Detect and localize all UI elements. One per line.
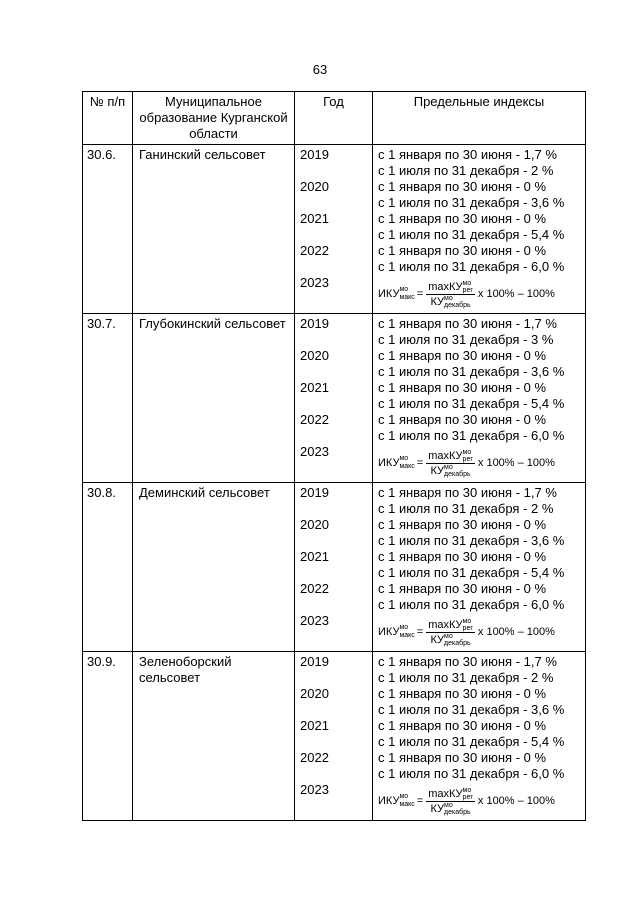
- year-cell: [295, 145, 373, 314]
- municipality-name: Зеленоборский сельсовет: [133, 652, 295, 821]
- index-line: с 1 июля по 31 декабря - 3,6 %: [378, 702, 565, 717]
- year-value: 2021: [300, 211, 329, 226]
- formula-tail: x 100% – 100%: [477, 288, 555, 300]
- index-line: с 1 июля по 31 декабря - 3,6 %: [378, 195, 565, 210]
- year-value: 2022: [300, 412, 329, 427]
- formula-den-sub: декабрь: [444, 639, 471, 647]
- formula-lhs: ИКУ: [378, 457, 400, 469]
- index-line: с 1 января по 30 июня - 0 %: [378, 412, 547, 427]
- index-line: с 1 января по 30 июня - 0 %: [378, 581, 547, 596]
- index-line: с 1 января по 30 июня - 0 %: [378, 243, 547, 258]
- formula-tail: x 100% – 100%: [477, 795, 555, 807]
- index-formula: [378, 275, 585, 313]
- index-line: с 1 июля по 31 декабря - 2 %: [378, 163, 554, 178]
- index-line: с 1 января по 30 июня - 0 %: [378, 517, 547, 532]
- index-line: с 1 января по 30 июня - 0 %: [378, 718, 547, 733]
- row-number: 30.6.: [83, 145, 133, 314]
- header-no: № п/п: [83, 92, 133, 145]
- year-value: 2021: [300, 718, 329, 733]
- formula-num-sub: рег: [462, 624, 473, 632]
- indices-cell: [373, 652, 586, 821]
- formula-lhs: ИКУ: [378, 626, 400, 638]
- formula-lhs-sup: мо: [399, 793, 409, 800]
- formula-denominator: КУ: [430, 464, 444, 477]
- table-body: [83, 145, 586, 821]
- index-line: с 1 января по 30 июня - 1,7 %: [378, 147, 557, 162]
- formula-equals: =: [416, 795, 424, 807]
- formula-denominator: КУ: [430, 295, 444, 308]
- year-value: 2023: [300, 782, 329, 797]
- formula-numerator: maxКУ: [428, 280, 463, 293]
- year-value: 2023: [300, 444, 329, 459]
- year-value: 2019: [300, 147, 329, 162]
- index-line: с 1 июля по 31 декабря - 2 %: [378, 501, 554, 516]
- year-value: 2022: [300, 243, 329, 258]
- index-formula: [378, 782, 585, 820]
- formula-den-sup: мо: [444, 463, 453, 471]
- year-value: 2019: [300, 316, 329, 331]
- formula-fraction: [426, 787, 475, 816]
- row-number: 30.9.: [83, 652, 133, 821]
- header-municipality: Муниципальное образование Курганской области: [133, 92, 295, 145]
- year-value: 2020: [300, 686, 329, 701]
- index-line: с 1 июля по 31 декабря - 5,4 %: [378, 396, 565, 411]
- formula-num-sup: мо: [462, 279, 472, 287]
- formula-lhs-sub: макс: [399, 632, 415, 639]
- year-value: 2019: [300, 654, 329, 669]
- index-formula: [378, 613, 585, 651]
- formula-num-sub: рег: [462, 286, 473, 294]
- row-number: 30.7.: [83, 314, 133, 483]
- formula-equals: =: [416, 288, 424, 300]
- header-indices: Предельные индексы: [373, 92, 586, 145]
- year-value: 2021: [300, 549, 329, 564]
- formula-den-sub: декабрь: [444, 808, 471, 816]
- index-line: с 1 января по 30 июня - 0 %: [378, 211, 547, 226]
- formula-numerator: maxКУ: [428, 787, 463, 800]
- formula-equals: =: [416, 457, 424, 469]
- index-line: с 1 июля по 31 декабря - 5,4 %: [378, 565, 565, 580]
- formula-denominator: КУ: [430, 633, 444, 646]
- formula-numerator: maxКУ: [428, 449, 463, 462]
- row-number: 30.8.: [83, 483, 133, 652]
- formula-equals: =: [416, 626, 424, 638]
- index-line: с 1 января по 30 июня - 1,7 %: [378, 316, 557, 331]
- formula-tail: x 100% – 100%: [477, 457, 555, 469]
- indices-cell: [373, 145, 586, 314]
- municipality-name: Ганинский сельсовет: [133, 145, 295, 314]
- index-line: с 1 января по 30 июня - 0 %: [378, 750, 547, 765]
- municipality-name: Деминский сельсовет: [133, 483, 295, 652]
- year-value: 2019: [300, 485, 329, 500]
- formula-num-sup: мо: [462, 786, 472, 794]
- index-line: с 1 июля по 31 декабря - 5,4 %: [378, 734, 565, 749]
- formula-num-sub: рег: [462, 793, 473, 801]
- formula-den-sub: декабрь: [444, 470, 471, 478]
- formula-lhs-sup: мо: [399, 455, 409, 462]
- table-header-row: [83, 92, 586, 145]
- year-value: 2023: [300, 275, 329, 290]
- formula-fraction: [426, 280, 475, 309]
- index-line: с 1 января по 30 июня - 0 %: [378, 549, 547, 564]
- formula-denominator: КУ: [430, 802, 444, 815]
- municipality-name: Глубокинский сельсовет: [133, 314, 295, 483]
- year-value: 2021: [300, 380, 329, 395]
- formula-lhs-sup: мо: [399, 286, 409, 293]
- index-line: с 1 июля по 31 декабря - 3 %: [378, 332, 554, 347]
- formula-num-sup: мо: [462, 617, 472, 625]
- formula-num-sup: мо: [462, 448, 472, 456]
- indices-cell: [373, 314, 586, 483]
- index-line: с 1 января по 30 июня - 0 %: [378, 380, 547, 395]
- formula-fraction: [426, 618, 475, 647]
- year-value: 2022: [300, 750, 329, 765]
- formula-den-sup: мо: [444, 632, 453, 640]
- index-line: с 1 июля по 31 декабря - 2 %: [378, 670, 554, 685]
- year-value: 2020: [300, 517, 329, 532]
- formula-den-sup: мо: [444, 801, 453, 809]
- formula-lhs: ИКУ: [378, 795, 400, 807]
- index-line: с 1 июля по 31 декабря - 3,6 %: [378, 364, 565, 379]
- formula-numerator: maxКУ: [428, 618, 463, 631]
- formula-lhs-sub: макс: [399, 801, 415, 808]
- index-line: с 1 января по 30 июня - 1,7 %: [378, 654, 557, 669]
- year-cell: [295, 314, 373, 483]
- index-line: с 1 января по 30 июня - 1,7 %: [378, 485, 557, 500]
- table-row: [83, 145, 586, 314]
- year-cell: [295, 652, 373, 821]
- year-value: 2020: [300, 348, 329, 363]
- year-value: 2023: [300, 613, 329, 628]
- table-row: [83, 652, 586, 821]
- index-formula: [378, 444, 585, 482]
- index-line: с 1 июля по 31 декабря - 6,0 %: [378, 766, 565, 781]
- index-line: с 1 июля по 31 декабря - 6,0 %: [378, 428, 565, 443]
- index-line: с 1 июля по 31 декабря - 6,0 %: [378, 259, 565, 274]
- year-value: 2022: [300, 581, 329, 596]
- formula-den-sup: мо: [444, 294, 453, 302]
- indices-cell: [373, 483, 586, 652]
- index-line: с 1 января по 30 июня - 0 %: [378, 348, 547, 363]
- formula-den-sub: декабрь: [444, 301, 471, 309]
- page-number: 63: [312, 62, 328, 77]
- formula-num-sub: рег: [462, 455, 473, 463]
- index-line: с 1 июля по 31 декабря - 3,6 %: [378, 533, 565, 548]
- formula-tail: x 100% – 100%: [477, 626, 555, 638]
- tariff-index-table: [82, 91, 586, 821]
- formula-lhs-sup: мо: [399, 624, 409, 631]
- formula-lhs-sub: макс: [399, 463, 415, 470]
- header-year: Год: [295, 92, 373, 145]
- index-line: с 1 июля по 31 декабря - 5,4 %: [378, 227, 565, 242]
- formula-fraction: [426, 449, 475, 478]
- table-row: [83, 314, 586, 483]
- index-line: с 1 января по 30 июня - 0 %: [378, 686, 547, 701]
- table-row: [83, 483, 586, 652]
- formula-lhs: ИКУ: [378, 288, 400, 300]
- formula-lhs-sub: макс: [399, 294, 415, 301]
- index-line: с 1 июля по 31 декабря - 6,0 %: [378, 597, 565, 612]
- index-line: с 1 января по 30 июня - 0 %: [378, 179, 547, 194]
- year-cell: [295, 483, 373, 652]
- year-value: 2020: [300, 179, 329, 194]
